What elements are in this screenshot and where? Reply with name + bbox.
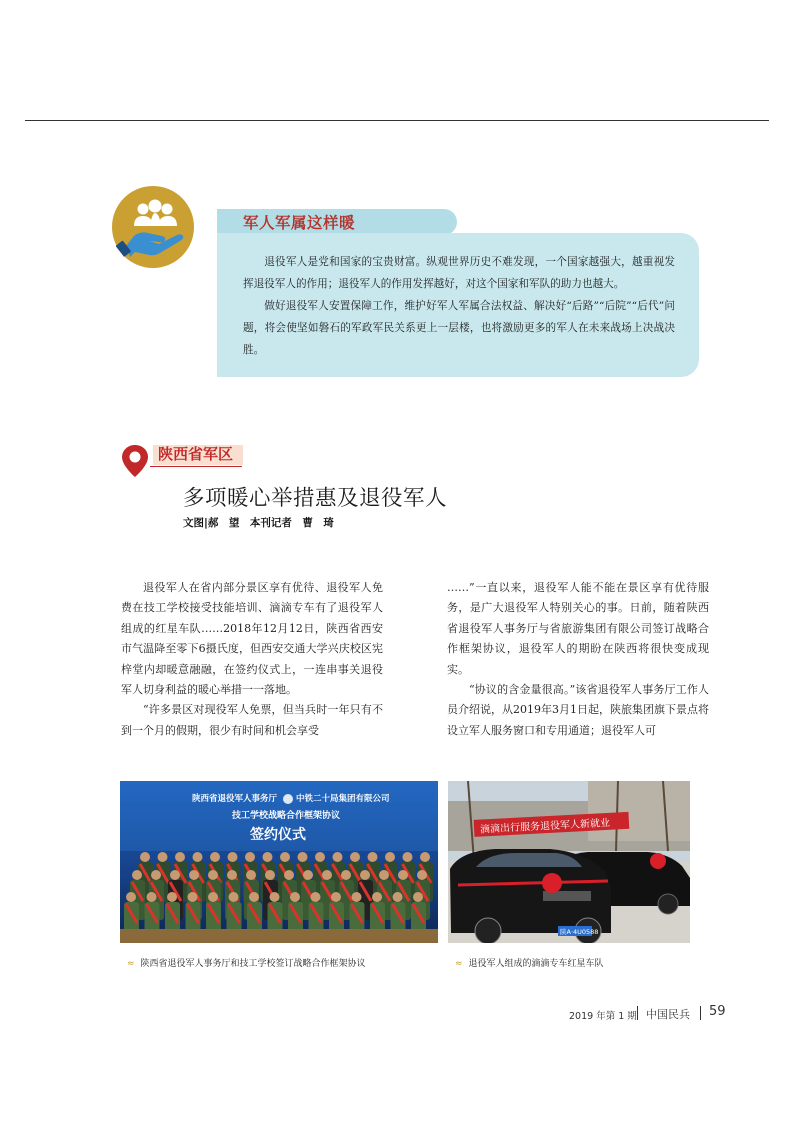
logo-icon — [283, 794, 293, 804]
body-paragraph: “许多景区对现役军人免票，但当兵时一年只有不到一个月的假期，很少有时间和机会享受 — [121, 703, 383, 737]
person-figure — [245, 852, 255, 862]
feature-paragraph: 做好退役军人安置保障工作，维护好军人军属合法权益、解决好“后路”“后院”“后代”问题，将会使坚如磐石的军政军民关系更上一层楼，也将激励更多的军人在未来战场上决战决胜。 — [243, 300, 675, 356]
person-figure — [229, 892, 239, 902]
body-column-left — [121, 578, 383, 741]
photo-didi-fleet — [448, 781, 690, 943]
body-paragraph: “协议的含金量很高。”该省退役军人事务厅工作人员介绍说，从2019年3月1日起，陕旅集团旗下景点将设立军人服务窗口和专用通道；退役军人可 — [447, 683, 709, 737]
feature-title: 军人军属这样暖 — [243, 213, 356, 232]
people-in-hand-icon — [112, 186, 194, 268]
person-figure — [322, 870, 332, 880]
header-rule — [25, 120, 769, 121]
body-paragraph: 退役军人在省内部分景区享有优待、退役军人免费在技工学校接受技能培训、滴滴专车有了退役军人组成的红星车队……2018年12月12日，陕西省西安市气温降至零下6摄氏度，但西安交通大学兴庆校区宪梓堂内却暖意融融，在签约仪式上，一连串事关退役军人切身利益的暖心举措一一落地。 — [121, 581, 383, 697]
person-figure — [315, 852, 325, 862]
person-figure — [298, 852, 308, 862]
person-figure — [368, 852, 378, 862]
person-figure — [311, 892, 321, 902]
person-figure — [265, 870, 275, 880]
person-figure — [246, 870, 256, 880]
person-figure — [210, 852, 220, 862]
person-figure — [147, 892, 157, 902]
person-figure — [360, 870, 370, 880]
caption-mark-icon: ≈ — [455, 959, 463, 969]
feature-text — [243, 251, 675, 361]
article-byline: 文图|郝 望 本刊记者 曹 琦 — [183, 517, 334, 529]
person-figure — [420, 852, 430, 862]
person-figure — [385, 852, 395, 862]
caption-left-text: 陕西省退役军人事务厅和技工学校签订战略合作框架协议 — [140, 959, 366, 969]
fleet-banner: 滴滴出行服务退役军人新就业 — [479, 817, 611, 836]
person-figure — [208, 870, 218, 880]
person-figure — [350, 852, 360, 862]
person-figure — [290, 892, 300, 902]
banner-text-3: 签约仪式 — [250, 827, 306, 843]
person-figure — [333, 852, 343, 862]
person-figure — [417, 870, 427, 880]
person-figure — [331, 892, 341, 902]
person-figure — [151, 870, 161, 880]
footer-magazine: 中国民兵 — [646, 1008, 690, 1021]
person-figure — [126, 892, 136, 902]
caption-mark-icon: ≈ — [127, 959, 135, 969]
body-column-right — [447, 578, 709, 741]
person-figure — [413, 892, 423, 902]
banner-text-1: 陕西省退役军人事务厅 — [192, 794, 278, 804]
person-figure — [228, 852, 238, 862]
region-label: 陕西省军区 — [158, 445, 234, 463]
person-figure — [189, 870, 199, 880]
footer-divider — [637, 1006, 638, 1020]
person-figure — [132, 870, 142, 880]
person-figure — [188, 892, 198, 902]
feature-paragraph: 退役军人是党和国家的宝贵财富。纵观世界历史不难发现，一个国家越强大，越重视发挥退役军人的作用；退役军人的作用发挥越好，对这个国家和军队的助力也越大。 — [243, 256, 675, 290]
person-figure — [372, 892, 382, 902]
person-figure — [379, 870, 389, 880]
body-paragraph: ……”一直以来，退役军人能不能在景区享有优待服务，是广大退役军人特别关心的事。日前，随着陕西省退役军人事务厅与省旅游集团有限公司签订战略合作框架协议，退役军人的期盼在陕西将很快变成现实。 — [447, 581, 709, 676]
photo-signing-ceremony — [120, 781, 438, 943]
person-figure — [403, 852, 413, 862]
person-figure — [280, 852, 290, 862]
person-figure — [167, 892, 177, 902]
person-figure — [227, 870, 237, 880]
page-number: 59 — [709, 1004, 726, 1019]
footer-issue: 2019 年第 1 期 — [569, 1011, 637, 1022]
person-figure — [341, 870, 351, 880]
person-figure — [140, 852, 150, 862]
footer-divider — [700, 1006, 701, 1020]
person-figure — [193, 852, 203, 862]
person-figure — [249, 892, 259, 902]
license-plate: 陕A·4U0588 — [560, 928, 599, 936]
caption-right — [455, 956, 604, 969]
person-figure — [303, 870, 313, 880]
person-figure — [263, 852, 273, 862]
person-figure — [208, 892, 218, 902]
person-figure — [352, 892, 362, 902]
region-underline — [150, 466, 242, 467]
person-figure — [270, 892, 280, 902]
person-figure — [393, 892, 403, 902]
banner-text-2: 技工学校战略合作框架协议 — [232, 811, 341, 821]
banner-org: 中铁二十局集团有限公司 — [296, 794, 390, 804]
person-figure — [398, 870, 408, 880]
article-headline: 多项暖心举措惠及退役军人 — [183, 486, 448, 511]
person-figure — [170, 870, 180, 880]
person-figure — [158, 852, 168, 862]
caption-left — [127, 956, 366, 969]
person-figure — [284, 870, 294, 880]
person-figure — [175, 852, 185, 862]
caption-right-text: 退役军人组成的滴滴专车红星车队 — [468, 959, 604, 969]
location-pin-icon — [120, 443, 150, 479]
